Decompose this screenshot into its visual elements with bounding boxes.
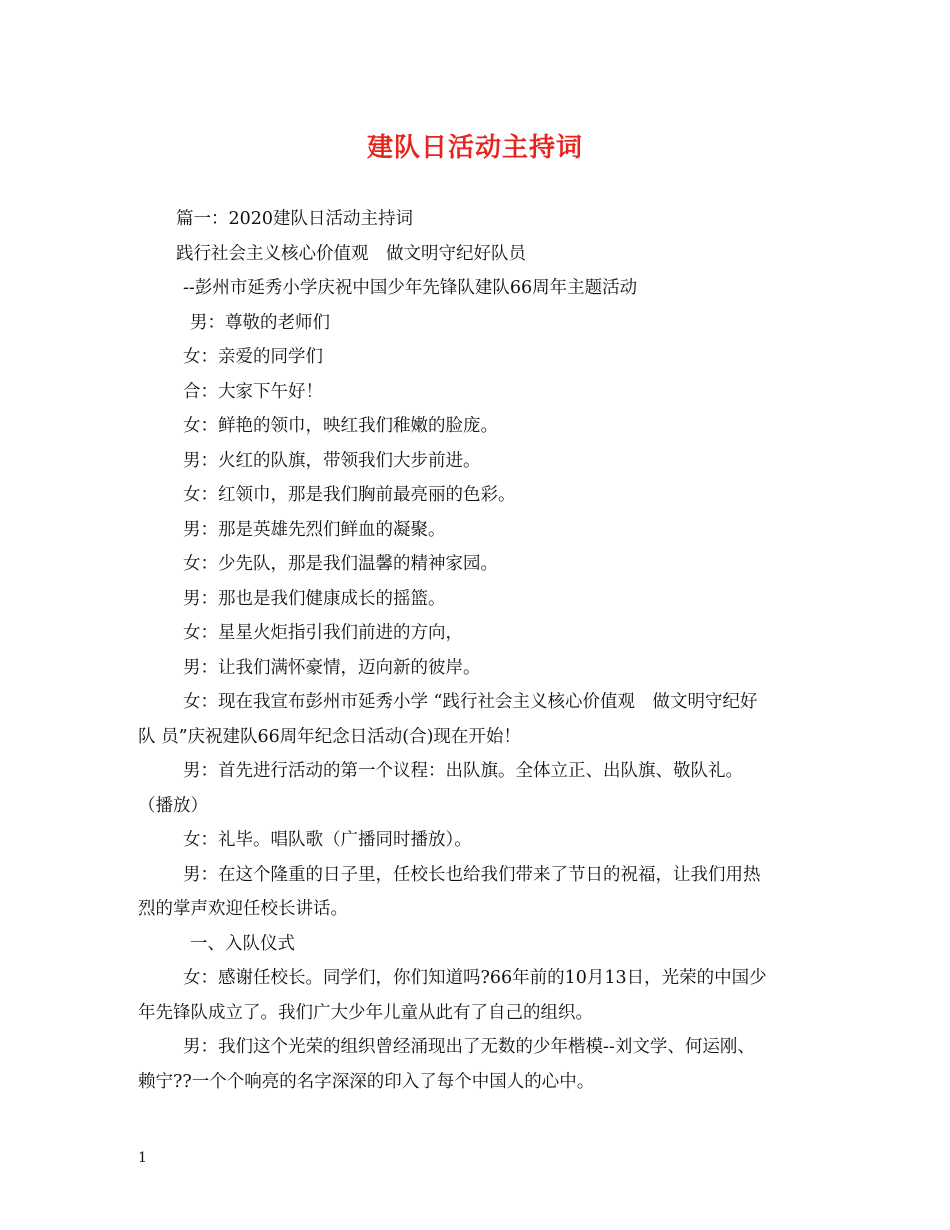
- text-line: 男：那是英雄先烈们鲜血的凝聚。: [183, 519, 446, 540]
- document-body: [138, 202, 818, 1099]
- text-line: 女：星星火炬指引我们前进的方向，: [183, 623, 463, 643]
- text-line: （播放）: [138, 795, 208, 816]
- text-line: 队 员”庆祝建队66周年纪念日活动(合)现在开始！: [138, 726, 521, 747]
- text-line: 一、入队仪式: [190, 933, 295, 954]
- text-line: 女：亲爱的同学们: [183, 347, 323, 367]
- text-line: 女：礼毕。唱队歌（广播同时播放）。: [183, 830, 472, 850]
- text-line: 男：在这个隆重的日子里，任校长也给我们带来了节日的祝福，让我们用热: [183, 864, 761, 885]
- text-line: 男：我们这个光荣的组织曾经涌现出了无数的少年楷模--刘文学、何运刚、: [183, 1037, 755, 1057]
- text-line: 篇一：2020建队日活动主持词: [176, 209, 414, 229]
- text-line: 烈的掌声欢迎任校长讲话。: [138, 899, 348, 919]
- text-line: 赖宁??一个个响亮的名字深深的印入了每个中国人的心中。: [138, 1071, 595, 1092]
- text-line: 男：首先进行活动的第一个议程：出队旗。全体立正、出队旗、敬队礼。: [183, 761, 743, 781]
- text-line: 男：尊敬的老师们: [190, 312, 330, 333]
- text-line: 年先锋队成立了。我们广大少年儿童从此有了自己的组织。: [138, 1002, 593, 1023]
- text-line: 男：火红的队旗，带领我们大步前进。: [183, 450, 481, 471]
- text-line: 女：红领巾，那是我们胸前最亮丽的色彩。: [183, 485, 516, 505]
- page-number: 1: [138, 1150, 147, 1166]
- text-line: 合：大家下午好！: [183, 381, 323, 402]
- text-line: 践行社会主义核心价值观 做文明守纪好队员: [176, 243, 526, 264]
- text-line: 男：让我们满怀豪情，迈向新的彼岸。: [183, 657, 481, 678]
- text-line: 女：鲜艳的领巾，映红我们稚嫩的脸庞。: [183, 416, 498, 436]
- text-line: 男：那也是我们健康成长的摇篮。: [183, 588, 446, 609]
- text-line: 女：少先队，那是我们温馨的精神家园。: [183, 554, 498, 574]
- text-line: 女：感谢任校长。同学们，你们知道吗?66年前的10月13日，光荣的中国少: [183, 968, 767, 988]
- text-line: --彭州市延秀小学庆祝中国少年先锋队建队66周年主题活动: [183, 278, 638, 298]
- document-title: 建队日活动主持词: [366, 133, 583, 163]
- text-line: 女：现在我宣布彭州市延秀小学 “践行社会主义核心价值观 做文明守纪好: [183, 692, 758, 712]
